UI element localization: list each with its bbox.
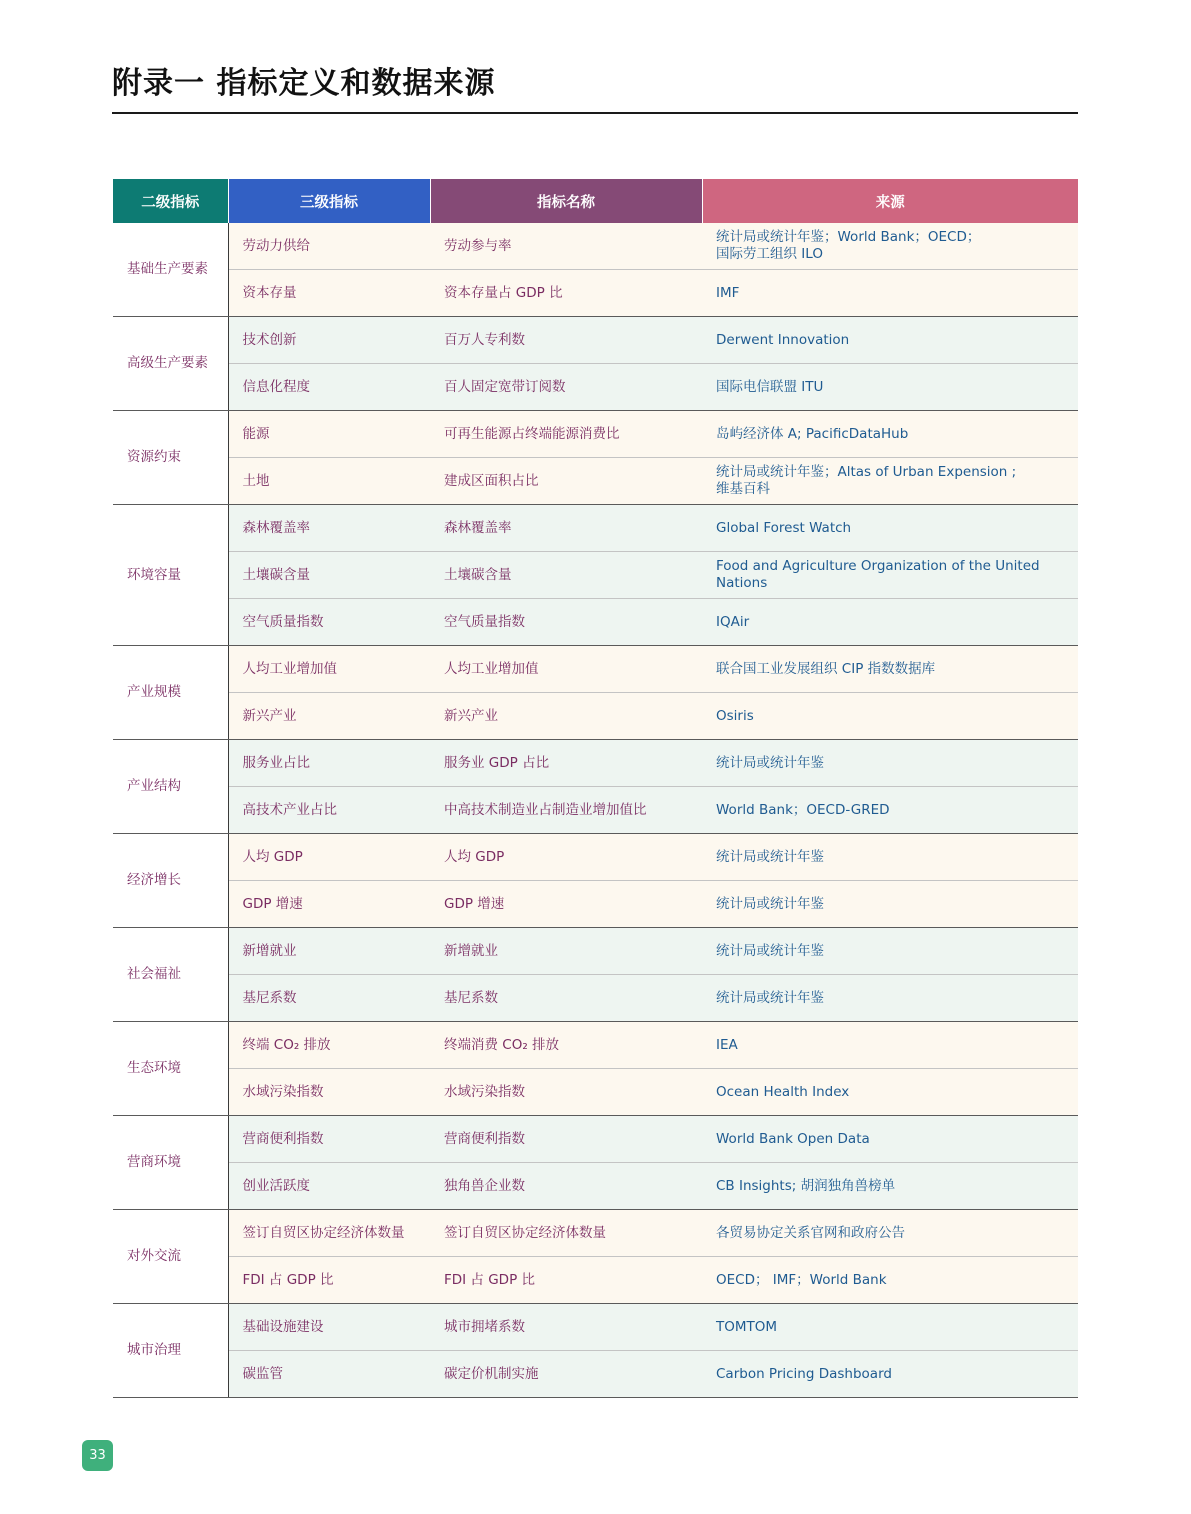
table-row [113, 317, 1078, 364]
table-header [113, 179, 1078, 223]
level3-indicator-cell: 碳监管 [228, 1351, 430, 1398]
indicator-name-cell: 土壤碳含量 [430, 552, 702, 599]
table-row [113, 1069, 1078, 1116]
table-row [113, 693, 1078, 740]
table-row [113, 1257, 1078, 1304]
level2-indicator-cell: 高级生产要素 [113, 317, 228, 411]
indicator-name-cell: 资本存量占 GDP 比 [430, 270, 702, 317]
source-cell: 统计局或统计年鉴 [702, 881, 1078, 928]
level2-indicator-cell: 基础生产要素 [113, 223, 228, 317]
level3-indicator-cell: 劳动力供给 [228, 223, 430, 270]
source-cell: IEA [702, 1022, 1078, 1069]
table-body [113, 223, 1078, 1398]
level3-indicator-cell: 新兴产业 [228, 693, 430, 740]
source-cell: 国际电信联盟 ITU [702, 364, 1078, 411]
header-source: 来源 [702, 179, 1078, 223]
table-row [113, 223, 1078, 270]
table-row [113, 411, 1078, 458]
indicator-name-cell: 中高技术制造业占制造业增加值比 [430, 787, 702, 834]
level3-indicator-cell: 空气质量指数 [228, 599, 430, 646]
header-indicator-name: 指标名称 [430, 179, 702, 223]
table-row [113, 1210, 1078, 1257]
header-level3: 三级指标 [228, 179, 430, 223]
indicator-name-cell: 可再生能源占终端能源消费比 [430, 411, 702, 458]
page-title: 附录一 指标定义和数据来源 [112, 66, 496, 101]
level3-indicator-cell: 高技术产业占比 [228, 787, 430, 834]
indicator-name-cell: 营商便利指数 [430, 1116, 702, 1163]
indicator-name-cell: 水域污染指数 [430, 1069, 702, 1116]
level3-indicator-cell: GDP 增速 [228, 881, 430, 928]
title-divider [112, 112, 1078, 114]
level3-indicator-cell: 信息化程度 [228, 364, 430, 411]
source-cell: 岛屿经济体 A; PacificDataHub [702, 411, 1078, 458]
table-row [113, 740, 1078, 787]
table-row [113, 270, 1078, 317]
source-cell: 统计局或统计年鉴；World Bank；OECD； 国际劳工组织 ILO [702, 223, 1078, 270]
table-row [113, 552, 1078, 599]
level3-indicator-cell: 森林覆盖率 [228, 505, 430, 552]
indicator-name-cell: 新增就业 [430, 928, 702, 975]
level2-indicator-cell: 生态环境 [113, 1022, 228, 1116]
source-cell: Global Forest Watch [702, 505, 1078, 552]
table-row [113, 928, 1078, 975]
indicator-name-cell: 人均 GDP [430, 834, 702, 881]
table-row [113, 364, 1078, 411]
source-cell: OECD； IMF；World Bank [702, 1257, 1078, 1304]
source-cell: IMF [702, 270, 1078, 317]
table-row [113, 975, 1078, 1022]
source-cell: Food and Agriculture Organization of the United Nations [702, 552, 1078, 599]
table-row [113, 458, 1078, 505]
level3-indicator-cell: 创业活跃度 [228, 1163, 430, 1210]
indicator-name-cell: 签订自贸区协定经济体数量 [430, 1210, 702, 1257]
level2-indicator-cell: 经济增长 [113, 834, 228, 928]
level3-indicator-cell: 能源 [228, 411, 430, 458]
level3-indicator-cell: 土壤碳含量 [228, 552, 430, 599]
source-cell: 统计局或统计年鉴 [702, 928, 1078, 975]
table-row [113, 787, 1078, 834]
table-row [113, 1022, 1078, 1069]
level3-indicator-cell: 土地 [228, 458, 430, 505]
source-cell: Osiris [702, 693, 1078, 740]
source-cell: World Bank；OECD-GRED [702, 787, 1078, 834]
level2-indicator-cell: 社会福祉 [113, 928, 228, 1022]
source-cell: TOMTOM [702, 1304, 1078, 1351]
source-cell: CB Insights; 胡润独角兽榜单 [702, 1163, 1078, 1210]
source-cell: 统计局或统计年鉴 [702, 975, 1078, 1022]
indicator-name-cell: 新兴产业 [430, 693, 702, 740]
indicator-name-cell: GDP 增速 [430, 881, 702, 928]
level3-indicator-cell: 签订自贸区协定经济体数量 [228, 1210, 430, 1257]
indicator-name-cell: 城市拥堵系数 [430, 1304, 702, 1351]
indicator-name-cell: 劳动参与率 [430, 223, 702, 270]
level2-indicator-cell: 对外交流 [113, 1210, 228, 1304]
level3-indicator-cell: 人均工业增加值 [228, 646, 430, 693]
level2-indicator-cell: 营商环境 [113, 1116, 228, 1210]
source-cell: Carbon Pricing Dashboard [702, 1351, 1078, 1398]
header-level2: 二级指标 [113, 179, 228, 223]
level2-indicator-cell: 产业规模 [113, 646, 228, 740]
table-row [113, 1116, 1078, 1163]
indicator-name-cell: 人均工业增加值 [430, 646, 702, 693]
page-number-badge: 33 [82, 1440, 113, 1471]
level3-indicator-cell: 技术创新 [228, 317, 430, 364]
table-row [113, 1351, 1078, 1398]
source-cell: 统计局或统计年鉴 [702, 834, 1078, 881]
level3-indicator-cell: 基尼系数 [228, 975, 430, 1022]
indicator-name-cell: 服务业 GDP 占比 [430, 740, 702, 787]
indicator-name-cell: 百人固定宽带订阅数 [430, 364, 702, 411]
table-row [113, 599, 1078, 646]
level3-indicator-cell: 终端 CO₂ 排放 [228, 1022, 430, 1069]
level3-indicator-cell: 服务业占比 [228, 740, 430, 787]
indicator-name-cell: 基尼系数 [430, 975, 702, 1022]
indicator-name-cell: 森林覆盖率 [430, 505, 702, 552]
indicator-name-cell: 碳定价机制实施 [430, 1351, 702, 1398]
source-cell: IQAir [702, 599, 1078, 646]
level3-indicator-cell: 营商便利指数 [228, 1116, 430, 1163]
level3-indicator-cell: 基础设施建设 [228, 1304, 430, 1351]
level3-indicator-cell: FDI 占 GDP 比 [228, 1257, 430, 1304]
level2-indicator-cell: 产业结构 [113, 740, 228, 834]
level2-indicator-cell: 城市治理 [113, 1304, 228, 1398]
level3-indicator-cell: 新增就业 [228, 928, 430, 975]
table-row [113, 881, 1078, 928]
level3-indicator-cell: 人均 GDP [228, 834, 430, 881]
indicator-name-cell: 百万人专利数 [430, 317, 702, 364]
table-row [113, 1304, 1078, 1351]
level3-indicator-cell: 资本存量 [228, 270, 430, 317]
source-cell: 统计局或统计年鉴 [702, 740, 1078, 787]
source-cell: World Bank Open Data [702, 1116, 1078, 1163]
table-row [113, 834, 1078, 881]
table-row [113, 1163, 1078, 1210]
level2-indicator-cell: 环境容量 [113, 505, 228, 646]
source-cell: 统计局或统计年鉴；Altas of Urban Expension ; 维基百科 [702, 458, 1078, 505]
table-row [113, 505, 1078, 552]
source-cell: Derwent Innovation [702, 317, 1078, 364]
source-cell: 各贸易协定关系官网和政府公告 [702, 1210, 1078, 1257]
indicator-name-cell: FDI 占 GDP 比 [430, 1257, 702, 1304]
indicator-table [113, 179, 1078, 1398]
table-row [113, 646, 1078, 693]
indicator-name-cell: 空气质量指数 [430, 599, 702, 646]
level3-indicator-cell: 水域污染指数 [228, 1069, 430, 1116]
indicator-name-cell: 终端消费 CO₂ 排放 [430, 1022, 702, 1069]
source-cell: Ocean Health Index [702, 1069, 1078, 1116]
level2-indicator-cell: 资源约束 [113, 411, 228, 505]
source-cell: 联合国工业发展组织 CIP 指数数据库 [702, 646, 1078, 693]
indicator-name-cell: 建成区面积占比 [430, 458, 702, 505]
indicator-name-cell: 独角兽企业数 [430, 1163, 702, 1210]
